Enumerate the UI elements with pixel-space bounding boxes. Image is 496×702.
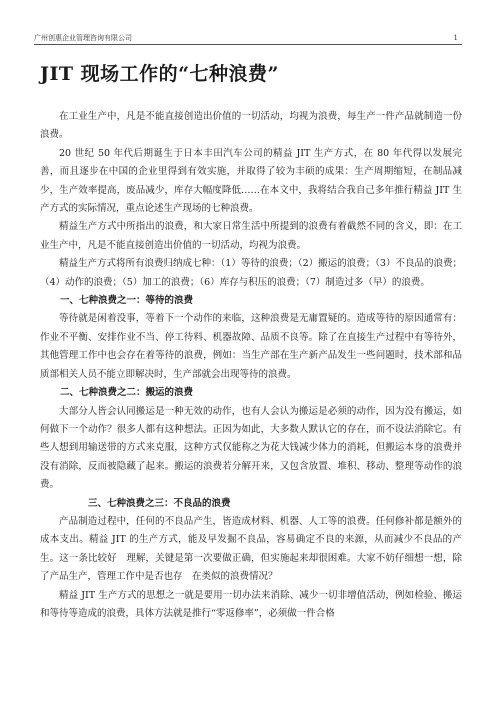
header-page-number: 1	[453, 34, 458, 42]
section-body-defects: 产品制造过程中，任何的不良品产生，皆造成材料、机器、人工等的浪费。任何修补都是额外的成本支出。精益 JIT 的生产方式，能及早发掘不良品，容易确定不良的来源，从而减少不良品的产生。这一条比较好 理解，关键是第一次要做正确，但实施起来却很困难。大家不妨仔细想一想，除了产品生产，管理工作中是否也存 在类似的浪费情况？	[40, 515, 462, 583]
section-body-waiting: 等待就是闲着没事，等着下一个动作的来临，这种浪费是无庸置疑的。造成等待的原因通常有：作业不平衡、安排作业不当、停工待料、机器故障、品质不良等。除了在直接生产过程中有等待外，其他管理工作中也会存在着等待的浪费，例如：当生产部在生产新产品发生一些问题时，技术部和品质部相关人员不能立即解决时，生产部就会出现等待的浪费。	[40, 313, 462, 380]
section-heading-defects: 三、七种浪费之三：不良品的浪费	[88, 497, 231, 509]
intro-paragraph-2: 20 世纪 50 年代后期诞生于日本丰田汽车公司的精益 JIT 生产方式，在 80 年代得以发展完善，而且逐步在中国的企业里得到有效实施，并取得了较为丰硕的成果：生产周期缩短，在制品减少，生产效率提高，废品减少，库存大幅度降低……在本文中，我将结合我自己多年推行精益 JIT 生产方式的实际情况，重点论述生产现场的七种浪费。	[40, 147, 462, 215]
header-divider	[34, 44, 462, 45]
page-header	[34, 32, 462, 44]
document-body	[40, 108, 462, 623]
section-heading-transport: 二、七种浪费之二：搬运的浪费	[60, 387, 194, 399]
section-body-transport: 大部分人皆会认同搬运是一种无效的动作，也有人会认为搬运是必须的动作，因为没有搬运，如何做下一个动作？很多人都有这种想法。正因为如此，大多数人默认它的存在，而不设法消除它。有些人想到用输送带的方式来克服，这种方式仅能称之为花大钱减少体力的消耗，但搬运本身的浪费并没有消除，反而被隐藏了起来。搬运的浪费若分解开来，又包含放置、堆积、移动、整理等动作的浪费。	[40, 405, 462, 491]
intro-paragraph-4: 精益生产方式将所有浪费归纳成七种：（1）等待的浪费；（2）搬运的浪费；（3）不良品的浪费；（4）动作的浪费；（5）加工的浪费；（6）库存与积压的浪费；（7）制造过多（早）的浪费。	[40, 258, 462, 288]
intro-paragraph-3: 精益生产方式中所指出的浪费，和大家日常生活中所提到的浪费有着截然不同的含义，即：在工业生产中，凡是不能直接创造出价值的一切活动，均视为浪费。	[40, 221, 462, 251]
section-body-defects-continued: 精益 JIT 生产方式的思想之一就是要用一切办法来消除、减少一切非增值活动，例如检验、搬运和等待等造成的浪费，具体方法就是推行“零返修率”，必须做一件合格	[40, 589, 462, 619]
document-title: JIT 现场工作的“七种浪费”	[40, 63, 279, 85]
section-heading-waiting: 一、七种浪费之一：等待的浪费	[60, 295, 194, 307]
header-company-name: 广州创惠企业管理咨询有限公司	[34, 34, 132, 42]
intro-paragraph-1: 在工业生产中，凡是不能直接创造出价值的一切活动，均视为浪费，每生产一件产品就制造一份浪费。	[40, 111, 462, 141]
